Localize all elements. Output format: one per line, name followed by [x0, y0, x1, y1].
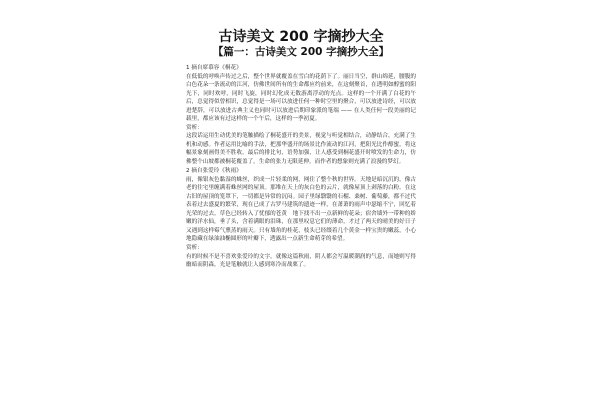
document-page [186, 28, 416, 270]
note-label: 赏析： [186, 124, 203, 131]
section-body: 雨，像银灰色黏湿的蛛丝，织成一片轻柔的网，网住了整个秋的世界。天地是暗沉沉的，像古老的住宅里缠满着蛛丝网的屋顶。那堆在天上的灰白色的云片，就像屋顶上剥落的白粉。在这古旧的屋顶的笼罩下，一切都是异常的沉闷。园子里绿翳翳的石榴、桑树、葡萄藤，都不过代表着过去盛夏的繁荣，现在已成了古罗马建筑的遗迹一样，在萧萧的雨声中瑟缩不宁，回忆着光荣的过去。草色已经转入了忧郁的苍黄 地下找不出一点新鲜的花朵；宿舍墙外一带种的娇嫩的洋水仙，垂了头，含着满眼的泪珠，在那里叹息它们的薄命，才过了两天的晴美的好日子又遇到这样霉气熏蒸的雨天。只有墙角的桂花，枝头已经缀着几个黄金一样宝贵的嫩蕊，小心地隐藏在绿油油椭圆形的叶瓣下，透露出一点新生命萌芽的希望。 [186, 176, 416, 243]
section-body: 在低低的呼唤声传过之后，整个世界就覆盖在雪白的花荫下了。丽日当空，群山绵延，腰腹的白色花朵一条流动的江河，仿佛世间所有的生命都应约前来，在这刻聚首，在透明如醇蜜的阳光下，同时欢呼，同时飞旋，同时幻化成无数游离浮动的光点。这样的一个开满了白花的午后，总觉得似曾相识，总觉得是一场可以放进任何一种时空里的聚合，可以放进诗经，可以放进楚辞，可以放进古典主义也同时可以放进后期印象派的笔端 —— 在人类任何一段美丽的记载里，都应该有过这样的一个午后，这样的一季初夏。 [186, 73, 416, 123]
document-title: 古诗美文 200 字摘抄大全 [218, 29, 384, 45]
section-note: 有的时候不是不喜欢张爱玲的文字，就像这篇秋雨，阴人都会写温暖潮润的气息，而她则写得幽暗而阴森，光是笔触就让人感到寒冷而战栗了。 [186, 253, 416, 269]
document-subtitle: 【篇一：古诗美文 200 字摘抄大全】 [212, 46, 390, 58]
section-heading: 1 摘自席慕容《桐花》 [186, 65, 242, 71]
section-heading: 2 摘自张爱玲《秋雨》 [186, 168, 242, 175]
note-label: 赏析： [186, 244, 203, 251]
section-note: 这段话运用生动优美的笔触描绘了桐花盛开的美景，视觉与听觉相结合，动静结合，充满了生机和动感。作者运用比喻的手法，把那华盛开的场景比作流动的江河，把阳光比作醇蜜，将这幅景象刻画得美不胜收。最后的排比句，语势加强，让人感受到桐花盛开时喷发的生命力，仿佛整个山坡都被桐花覆盖了，生命的张力无限延伸。而作者的想象则充满了浪漫的梦幻。 [186, 133, 416, 166]
